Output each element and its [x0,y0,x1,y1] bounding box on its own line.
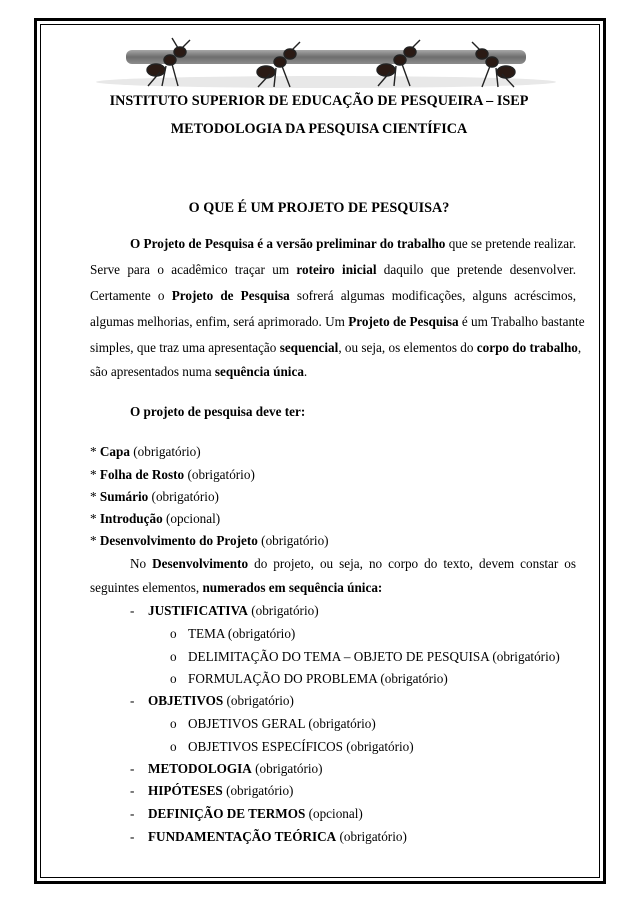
outline-item: - [130,829,135,844]
outline-subitem: o [170,739,177,754]
outline-subitem: o [170,671,177,686]
list-item: * Introdução (opcional) [90,511,221,526]
outline-item: - [130,783,135,798]
page-title: O QUE É UM PROJETO DE PESQUISA? [188,200,450,216]
section-subtitle: O projeto de pesquisa deve ter: [130,404,306,419]
course-heading: METODOLOGIA DA PESQUISA CIENTÍFICA [170,121,468,137]
institution-heading: INSTITUTO SUPERIOR DE EDUCAÇÃO DE PESQUEIRA – ISEP [109,93,529,109]
list-item: * Folha de Rosto (obrigatório) [90,467,255,482]
outline-subitem: o [170,626,177,641]
outline-item: - [130,693,135,708]
outline-subitem: o [170,649,177,664]
outline-item: - [130,603,135,618]
ants-banner-image [86,30,566,90]
outline-item: - [130,761,135,776]
list-item: * Sumário (obrigatório) [90,489,219,504]
list-item: * Capa (obrigatório) [90,444,201,459]
outline-item: - [130,806,135,821]
outline-subitem: o [170,716,177,731]
list-item: * Desenvolvimento do Projeto (obrigatório) [90,533,329,548]
